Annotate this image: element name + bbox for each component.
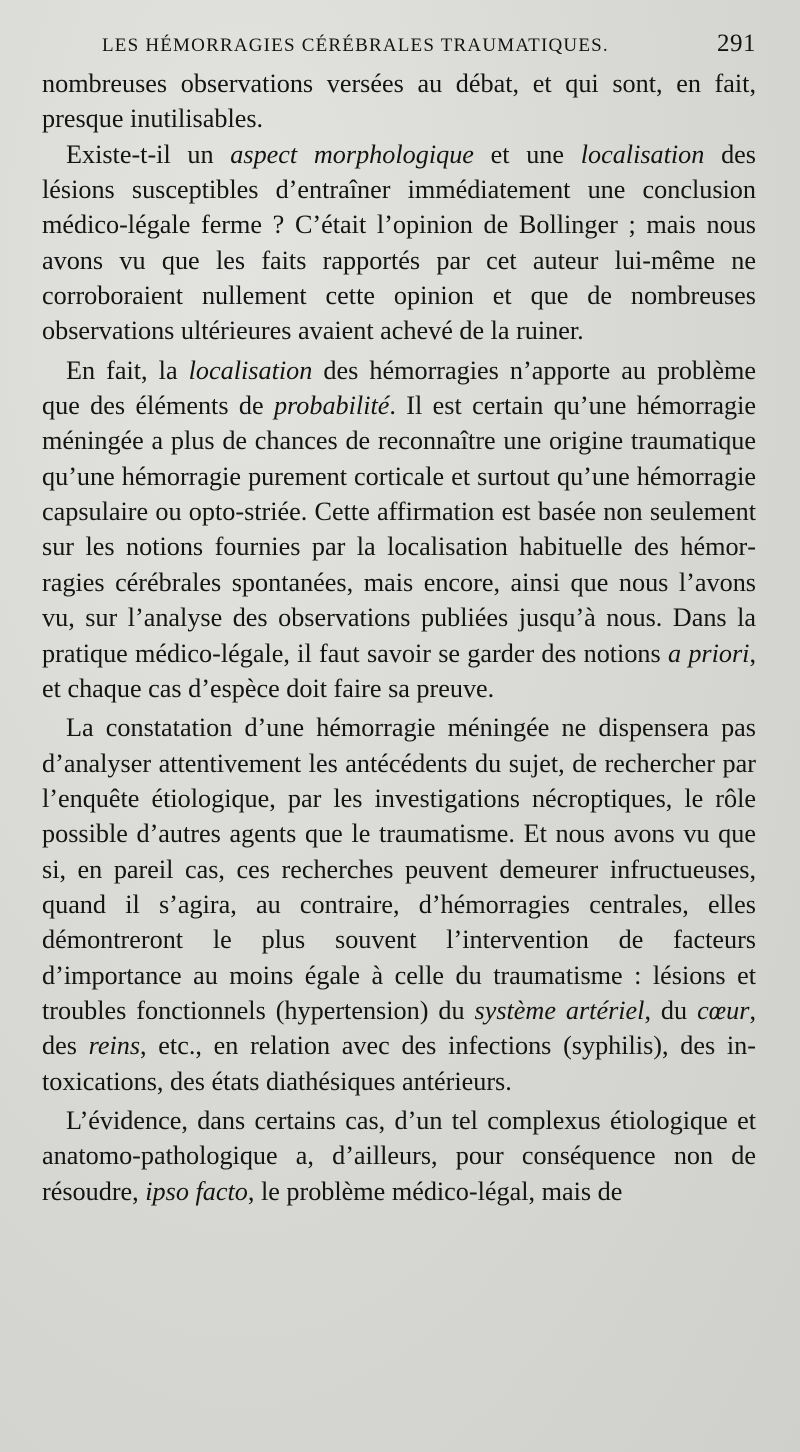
- text-run: , le problème médico-légal, mais de: [247, 1176, 623, 1206]
- italic-run: cœur: [697, 995, 750, 1025]
- text-run: nombreuses observations versées au débat, et qui sont, en fait, presque inutilisables.: [42, 69, 756, 134]
- text-run: des lésions susceptibles d’entraîner immédiatement une conclusion médico-légale ferme ? C’était l’opinion de Bollinger ; mais nous avons vu que les faits rapportés par cet auteur lui-même ne corroboraient nullement cette opinion et que de nombreuses observations ultérieures avaient achevé de la ruiner.: [42, 139, 756, 346]
- paragraph: [42, 137, 756, 349]
- italic-run: probabilité: [273, 391, 390, 421]
- text-run: , et chaque cas d’espèce doit faire sa preuve.: [42, 638, 757, 703]
- paragraph: [42, 1103, 756, 1209]
- italic-run: localisation: [580, 139, 705, 169]
- text-run: La constatation d’une hémorragie méningée ne dispensera pas d’analyser attentivement les antécédents du sujet, de rechercher par l’enquête étiologique, par les investigations nécroptiques, le rôle possible d’autres agents que le traumatisme. Et nous avons vu que si, en pareil cas, ces recherches peuvent demeurer infructueuses, quand il s’agira, au contraire, d’hémorragies centrales, elles démontreront le plus souvent l’intervention de facteurs d’importance au moins égale à celle du traumatisme : lésions et troubles fonctionnels (hypertension) du: [42, 713, 756, 1025]
- page-number: 291: [717, 30, 756, 57]
- italic-run: système artériel: [474, 995, 645, 1025]
- running-title: LES HÉMORRAGIES CÉRÉBRALES TRAUMATIQUES.: [102, 35, 609, 56]
- paragraph: [42, 66, 756, 137]
- text-run: L’évidence, dans certains cas, d’un tel complexus étiologique et anatomo-pathologique a, d’ailleurs, pour conséquence non de résoudre,: [42, 1105, 756, 1206]
- text-run: des hémorragies n’apporte au problème que des éléments de: [42, 355, 756, 421]
- body-text: [42, 66, 756, 1209]
- italic-run: localisation: [188, 355, 313, 385]
- text-run: , du: [644, 995, 698, 1025]
- paragraph: [42, 353, 756, 706]
- italic-run: aspect morphologique: [230, 139, 474, 169]
- text-run: En fait, la: [66, 355, 189, 385]
- text-run: . Il est certain qu’une hémorragie méningée a plus de chances de reconnaître une origine traumatique qu’une hémorragie purement corticale et surtout qu’une hémorragie capsulaire ou opto-striée. Cette affirmation est basée non seulement sur les notions fournies par la localisation habituelle des hémorragies cérébrales spontanées, mais encore, ainsi que nous l’avons vu, sur l’analyse des observations publiées jusqu’à nous. Dans la pratique médico-légale, il faut savoir se garder des notions: [42, 391, 756, 668]
- text-run: et une: [473, 139, 581, 169]
- italic-run: ipso facto: [145, 1176, 248, 1206]
- italic-run: a priori: [667, 638, 750, 668]
- text-run: , etc., en relation avec des infections (syphilis), des intoxications, des états diathésiques antérieurs.: [42, 1031, 756, 1096]
- running-header: [102, 30, 756, 66]
- text-run: , des: [42, 995, 756, 1061]
- paragraph: [42, 710, 756, 1099]
- text-run: Existe-t-il un: [66, 139, 231, 169]
- italic-run: reins: [88, 1031, 141, 1061]
